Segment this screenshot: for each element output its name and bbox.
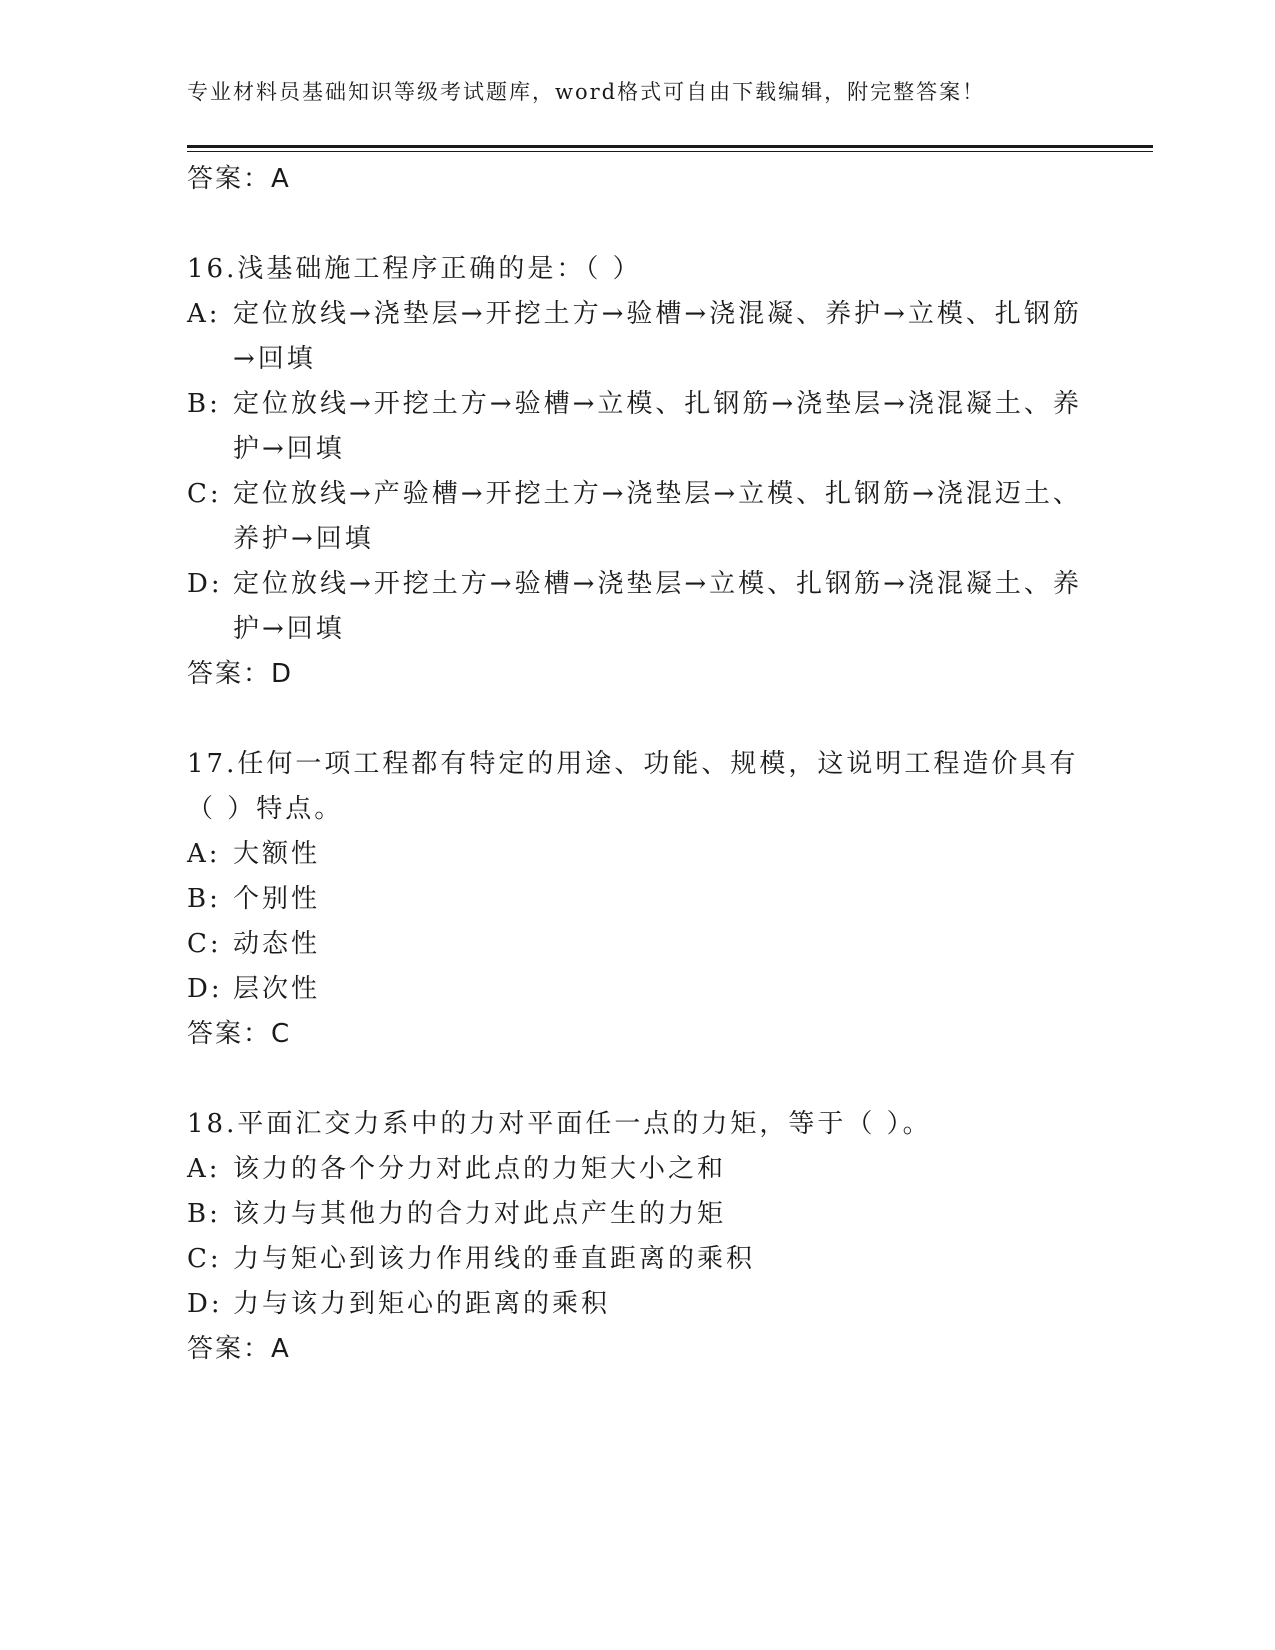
spacer xyxy=(187,1057,1087,1102)
spacer xyxy=(187,697,1087,742)
option-label: D: xyxy=(187,974,223,1004)
option-text: 力与矩心到该力作用线的垂直距离的乘积 xyxy=(233,1244,756,1274)
question-option xyxy=(187,1192,1087,1237)
question-option xyxy=(187,382,1087,472)
question-answer: 答案：D xyxy=(187,659,294,689)
header-rule-thin xyxy=(187,151,1153,152)
option-text: 定位放线→浇垫层→开挖土方→验槽→浇混凝、养护→立模、扎钢筋→回填 xyxy=(233,299,1082,374)
option-text: 定位放线→开挖土方→验槽→浇垫层→立模、扎钢筋→浇混凝土、养护→回填 xyxy=(233,569,1082,644)
question-answer: 答案：A xyxy=(187,1334,291,1364)
option-label: A: xyxy=(187,1154,221,1184)
question-option xyxy=(187,562,1087,652)
option-label: D: xyxy=(187,569,223,599)
option-label: D: xyxy=(187,1289,223,1319)
question-option xyxy=(187,877,1087,922)
question-stem: 16.浅基础施工程序正确的是：（ ） xyxy=(187,254,642,284)
option-text: 定位放线→产验槽→开挖土方→浇垫层→立模、扎钢筋→浇混迈土、养护→回填 xyxy=(233,479,1082,554)
option-text: 动态性 xyxy=(233,929,321,959)
page-header: 专业材料员基础知识等级考试题库，word格式可自由下载编辑，附完整答案！ xyxy=(187,80,986,104)
option-label: C: xyxy=(187,1244,222,1274)
option-label: B: xyxy=(187,389,221,419)
question-stem: 18.平面汇交力系中的力对平面任一点的力矩，等于（ ）。 xyxy=(187,1109,932,1139)
option-text: 层次性 xyxy=(233,974,321,1004)
option-text: 个别性 xyxy=(233,884,321,914)
question-block xyxy=(187,742,1087,1057)
question-option xyxy=(187,292,1087,382)
question-option xyxy=(187,967,1087,1012)
header-rule-thick xyxy=(187,145,1153,148)
question-block xyxy=(187,1102,1087,1372)
option-text: 力与该力到矩心的距离的乘积 xyxy=(233,1289,611,1319)
question-answer: 答案：C xyxy=(187,1019,292,1049)
option-label: A: xyxy=(187,839,221,869)
question-option xyxy=(187,922,1087,967)
question-option xyxy=(187,1282,1087,1327)
question-option xyxy=(187,472,1087,562)
option-label: B: xyxy=(187,1199,221,1229)
option-label: C: xyxy=(187,479,222,509)
option-text: 该力与其他力的合力对此点产生的力矩 xyxy=(233,1199,727,1229)
question-option xyxy=(187,832,1087,877)
question-stem: 17.任何一项工程都有特定的用途、功能、规模，这说明工程造价具有（ ）特点。 xyxy=(187,749,1079,824)
question-option xyxy=(187,1237,1087,1282)
spacer xyxy=(187,202,1087,247)
option-label: A: xyxy=(187,299,221,329)
option-text: 大额性 xyxy=(233,839,321,869)
option-text: 该力的各个分力对此点的力矩大小之和 xyxy=(233,1154,727,1184)
option-label: C: xyxy=(187,929,222,959)
option-text: 定位放线→开挖土方→验槽→立模、扎钢筋→浇垫层→浇混凝土、养护→回填 xyxy=(233,389,1082,464)
previous-answer: 答案：A xyxy=(187,164,291,194)
question-option xyxy=(187,1147,1087,1192)
option-label: B: xyxy=(187,884,221,914)
document-content xyxy=(187,157,1087,1372)
question-block xyxy=(187,247,1087,697)
